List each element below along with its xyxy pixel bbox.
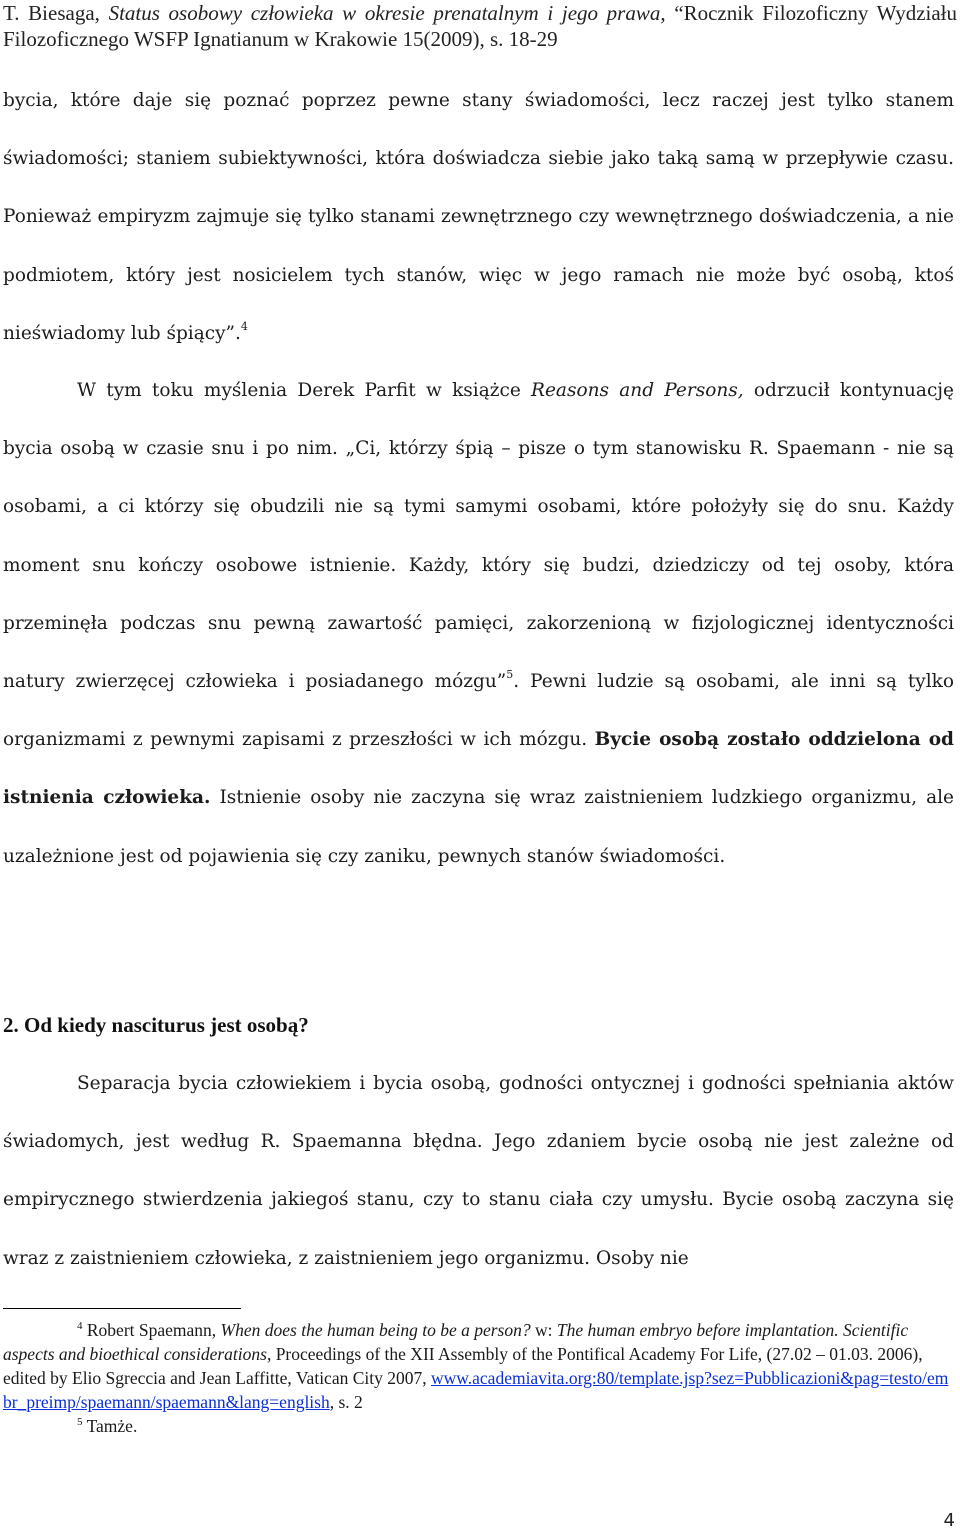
paragraph-1 bbox=[3, 72, 954, 363]
footnote-4-link[interactable]: www.academiavita.org:80/template.jsp?sez=Pubblicazioni&pag=testo/embr_preimp/spaemann/spaemann&lang=english bbox=[3, 1368, 949, 1412]
footnote-4 bbox=[3, 1318, 957, 1414]
paragraph-2-text-c: Istnienie osoby nie zaczyna się wraz zaistnieniem ludzkiego organizmu, ale uzależnione jest od pojawienia się czy zaniku, pewnych stanów świadomości. bbox=[3, 787, 954, 867]
paragraph-1-text: bycia, które daje się poznać poprzez pewne stany świadomości, lecz raczej jest tylko stanem świadomości; staniem subiektywności, która doświadcza siebie jako taką samą w przepływie czasu. Ponieważ empiryzm zajmuje się tylko stanami zewnętrznego czy wewnętrznego doświadczenia, a nie podmiotem, który jest nosicielem tych stanów, więc w jego ramach nie może być osobą, ktoś nieświadomy lub śpiący”. bbox=[3, 90, 954, 344]
footnote-separator bbox=[3, 1308, 241, 1309]
bold-statement: Bycie osobą zostało oddzielona od istnienia człowieka. bbox=[3, 729, 954, 809]
paragraph-2 bbox=[3, 362, 954, 886]
paragraph-3 bbox=[3, 1055, 954, 1288]
footnote-5-number: 5 bbox=[77, 1416, 83, 1428]
running-header bbox=[3, 0, 957, 52]
header-journal: “Rocznik Filozoficzny Wydziału Filozoficznego WSFP Ignatianum w Krakowie 15(2009), s. 18-29 bbox=[3, 1, 958, 51]
footnote-ref-5: 5 bbox=[506, 668, 514, 682]
footnote-5-text: Tamże. bbox=[86, 1416, 138, 1436]
paragraph-2-lead: W tym toku myślenia Derek Parfit w książce bbox=[77, 380, 521, 401]
paragraph-2-text-a: odrzucił kontynuację bycia osobą w czasie snu i po nim. „Ci, którzy śpią – pisze o tym stanowisku R. Spaemann - nie są osobami, a ci którzy się obudzili nie są tymi samymi osobami, które położyły się do snu. Każdy moment snu kończy osobowe istnienie. Każdy, który się budzi, dziedziczy od tej osoby, która przeminęła podczas snu pewną zawartość pamięci, zakorzenioną w fizjologicznej identyczności natury zwierzęcej człowieka i posiadanego mózgu” bbox=[3, 380, 954, 693]
footnote-4-book: The human embryo before implantation. Scientific aspects and bioethical considerations bbox=[3, 1320, 909, 1364]
footnote-4-rest: , Proceedings of the XII Assembly of the Pontifical Academy For Life, (27.02 – 01.03. 2006), edited by Elio Sgreccia and Jean Laffitte, Vatican City 2007, bbox=[3, 1344, 923, 1388]
header-author: T. Biesaga, bbox=[3, 1, 100, 25]
header-article-title: Status osobowy człowieka w okresie prenatalnym i jego prawa, bbox=[108, 1, 666, 25]
footnote-4-number: 4 bbox=[77, 1320, 83, 1332]
footnote-ref-4: 4 bbox=[240, 319, 248, 333]
footnote-5 bbox=[3, 1414, 957, 1438]
footnote-4-w: w: bbox=[535, 1320, 553, 1340]
footnote-4-title: When does the human being to be a person? bbox=[220, 1320, 531, 1340]
section-heading: 2. Od kiedy nasciturus jest osobą? bbox=[3, 1013, 309, 1037]
paragraph-3-text: Separacja bycia człowiekiem i bycia osobą, godności ontycznej i godności spełniania aktów świadomych, jest według R. Spaemanna błędna. Jego zdaniem bycie osobą nie jest zależne od empirycznego stwierdzenia jakiegoś stanu, czy to stanu ciała czy umysłu. Bycie osobą zaczyna się wraz z zaistnieniem człowieka, z zaistnieniem jego organizmu. Osoby nie bbox=[3, 1073, 954, 1269]
footnote-4-author: Robert Spaemann, bbox=[86, 1320, 217, 1340]
book-title: Reasons and Persons, bbox=[531, 380, 744, 401]
page-number: 4 bbox=[943, 1510, 955, 1531]
paragraph-2-text-b: . Pewni ludzie są osobami, ale inni są tylko organizmami z pewnymi zapisami z przeszłości w ich mózgu. bbox=[3, 671, 955, 751]
footnote-4-page: , s. 2 bbox=[329, 1392, 363, 1412]
footnotes bbox=[3, 1318, 957, 1438]
